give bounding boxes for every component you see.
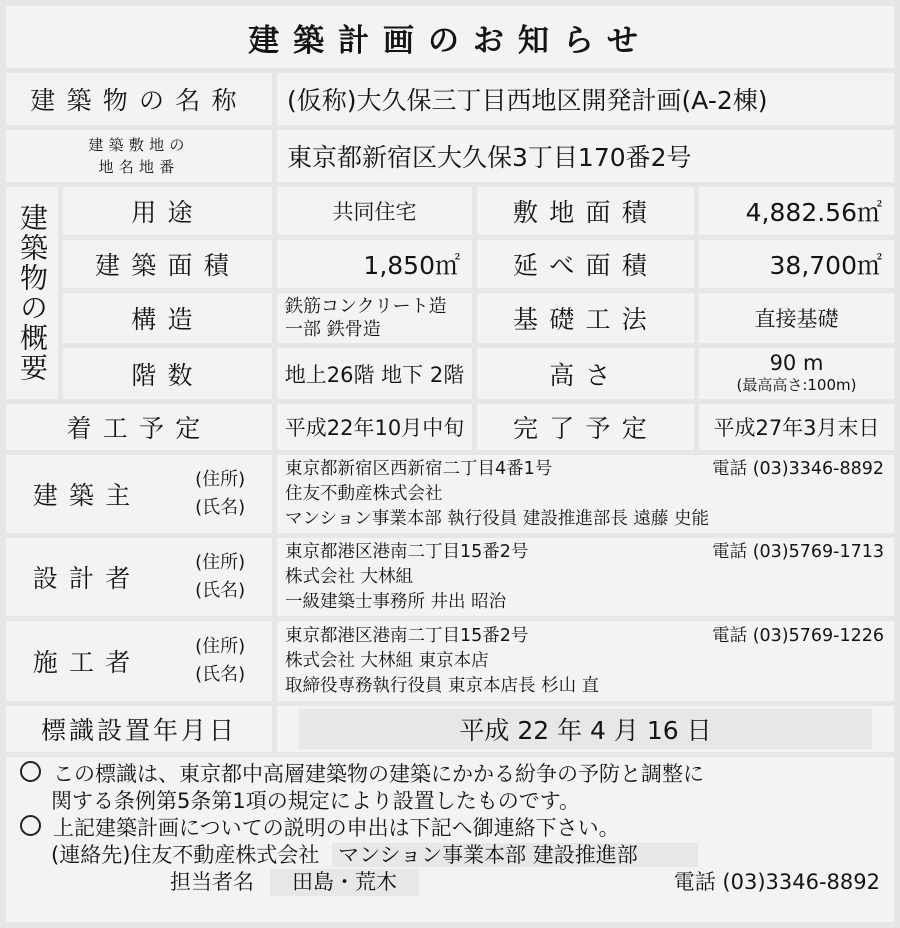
contact-phone: 電話 (03)3346-8892 <box>673 870 880 894</box>
floors-value: 地上26階 地下 2階 <box>277 348 472 399</box>
posted-value <box>277 706 894 752</box>
designer-value <box>277 538 894 616</box>
address-value: 東京都新宿区大久保3丁目170番2号 <box>277 130 894 182</box>
person-value: 田島・荒木 <box>270 869 419 896</box>
height-value-note: (最高高さ:100m) <box>736 375 857 394</box>
structure-value <box>277 293 472 343</box>
designer-person: 一級建築士事務所 井出 昭治 <box>285 591 507 612</box>
owner-address: 東京都新宿区西新宿二丁目4番1号 <box>285 458 553 479</box>
floor-area-value: 38,700㎡ <box>699 240 894 288</box>
structure-value-line2: 一部 鉄骨造 <box>285 319 381 340</box>
structure-label: 構造 <box>63 293 272 343</box>
designer-addr-label: (住所) <box>195 552 246 573</box>
height-label: 高さ <box>477 348 694 399</box>
owner-line1 <box>285 457 894 482</box>
designer-address: 東京都港区港南二丁目15番2号 <box>285 541 529 562</box>
designer-company: 株式会社 大林組 <box>285 566 414 587</box>
designer-label <box>6 538 272 616</box>
contact-dept: マンション事業本部 建設推進部 <box>332 843 698 867</box>
designer-phone: 電話 (03)5769-1713 <box>712 541 884 562</box>
end-value: 平成27年3月末日 <box>699 404 894 450</box>
address-label-line2: 地名地番 <box>98 158 180 176</box>
address-label-line1: 建築敷地の <box>88 136 190 154</box>
floor-area-label: 延べ面積 <box>477 240 694 288</box>
owner-label <box>6 455 272 533</box>
note1-line2: 関する条例第5条第1項の規定により設置したものです。 <box>51 789 581 813</box>
contractor-label-text: 施工者 <box>32 648 142 677</box>
height-value <box>699 348 894 399</box>
start-value: 平成22年10月中旬 <box>277 404 472 450</box>
site-area-label: 敷地面積 <box>477 187 694 235</box>
circle-bullet-icon <box>20 761 41 782</box>
contractor-phone: 電話 (03)5769-1226 <box>712 625 884 646</box>
designer-line1 <box>285 540 894 565</box>
contractor-company: 株式会社 大林組 東京本店 <box>285 650 489 671</box>
board-title: 建築計画のお知らせ <box>6 6 894 68</box>
designer-label-sub <box>195 549 245 605</box>
circle-bullet-icon <box>20 815 41 836</box>
notes-section <box>6 757 894 922</box>
use-label: 用途 <box>63 187 272 235</box>
posted-value-text: 平成 22 年 4 月 16 日 <box>299 709 871 749</box>
contractor-name-label: (氏名) <box>195 664 246 685</box>
contact-prefix: (連絡先)住友不動産株式会社 <box>51 843 320 867</box>
owner-label-sub <box>195 466 245 522</box>
building-area-value: 1,850㎡ <box>277 240 472 288</box>
floors-label: 階数 <box>63 348 272 399</box>
owner-value <box>277 455 894 533</box>
note2 <box>20 815 880 842</box>
start-label: 着工予定 <box>6 404 272 450</box>
note2-text: 上記建築計画についての説明の申出は下記へ御連絡下さい。 <box>53 816 620 840</box>
building-area-label: 建築面積 <box>63 240 272 288</box>
contractor-label-sub <box>195 633 245 689</box>
person-line <box>20 869 880 896</box>
owner-person: マンション事業本部 執行役員 建設推進部長 遠藤 史能 <box>285 508 709 529</box>
site-area-value: 4,882.56㎡ <box>699 187 894 235</box>
owner-name-label: (氏名) <box>195 497 246 518</box>
contractor-addr-label: (住所) <box>195 636 246 657</box>
structure-value-line1: 鉄筋コンクリート造 <box>285 296 447 317</box>
person-label: 担当者名 <box>170 870 254 894</box>
height-value-main: 90 m <box>769 350 824 375</box>
contractor-person: 取締役専務執行役員 東京本店長 杉山 直 <box>285 675 600 696</box>
method-label: 基礎工法 <box>477 293 694 343</box>
contractor-value <box>277 621 894 701</box>
address-label <box>6 130 272 182</box>
name-value: (仮称)大久保三丁目西地区開発計画(A-2棟) <box>277 73 894 125</box>
contact-line <box>20 842 880 869</box>
contractor-address: 東京都港区港南二丁目15番2号 <box>285 625 529 646</box>
method-value: 直接基礎 <box>699 293 894 343</box>
owner-addr-label: (住所) <box>195 469 246 490</box>
posted-label: 標識設置年月日 <box>6 706 272 752</box>
note1 <box>20 761 880 788</box>
overview-label-text: 建築物の概要 <box>16 203 49 383</box>
owner-label-text: 建築主 <box>32 481 142 510</box>
end-label: 完了予定 <box>477 404 694 450</box>
owner-company: 住友不動産株式会社 <box>285 483 443 504</box>
note1-line1: この標識は、東京都中高層建築物の建築にかかる紛争の予防と調整に <box>53 762 704 786</box>
designer-name-label: (氏名) <box>195 580 246 601</box>
contractor-label <box>6 621 272 701</box>
owner-phone: 電話 (03)3346-8892 <box>712 458 884 479</box>
use-value: 共同住宅 <box>277 187 472 235</box>
contractor-line1 <box>285 624 894 649</box>
designer-label-text: 設計者 <box>32 564 142 593</box>
overview-label <box>6 187 58 399</box>
name-label: 建築物の名称 <box>6 73 272 125</box>
